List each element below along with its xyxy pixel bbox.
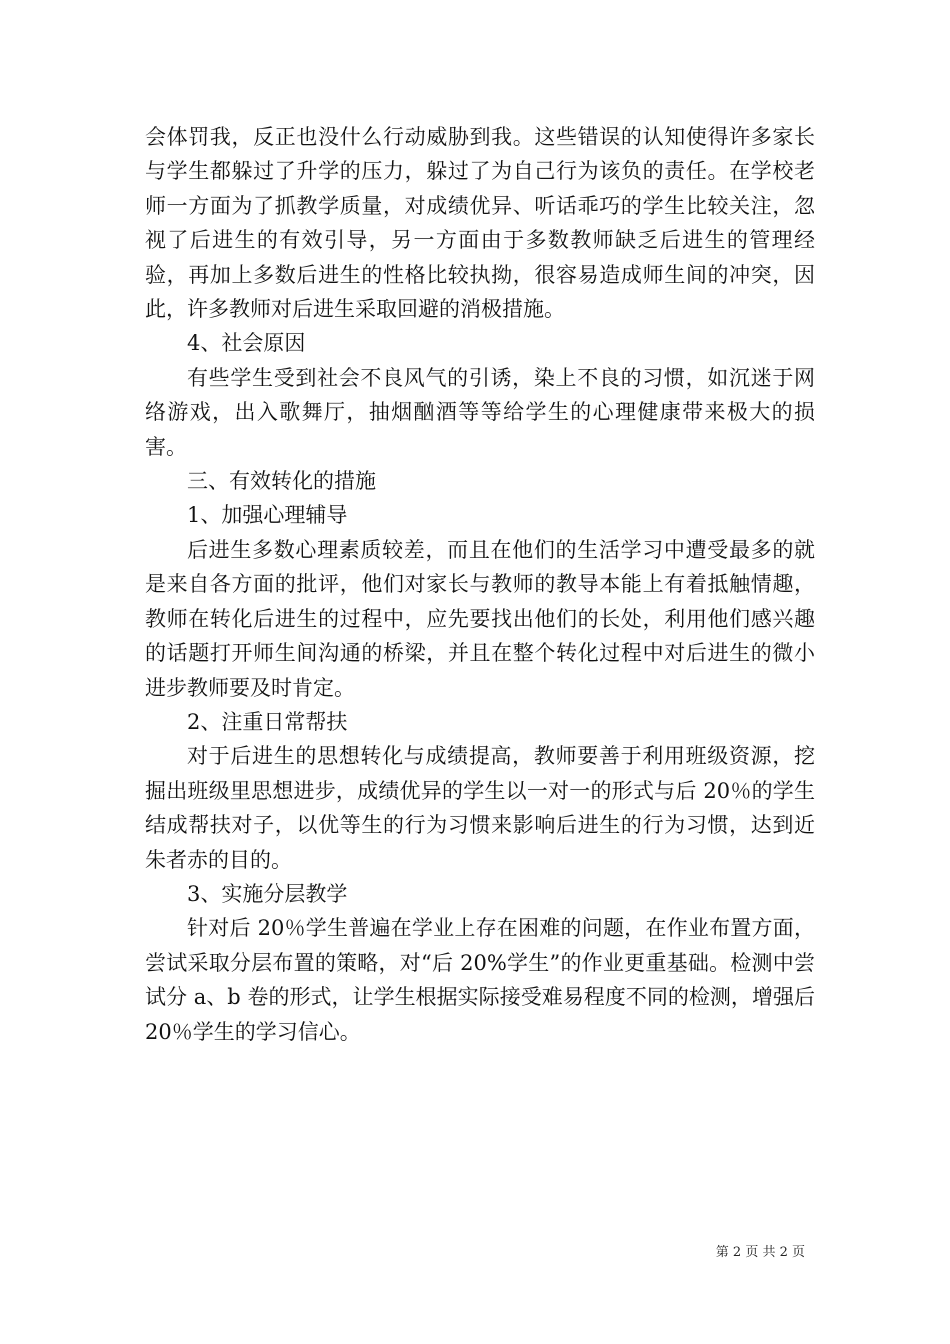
page-number-footer: 第 2 页 共 2 页	[715, 1245, 805, 1260]
paragraph-social-causes: 有些学生受到社会不良风气的引诱，染上不良的习惯，如沉迷于网络游戏，出入歌舞厅，抽烟酗酒等等给学生的心理健康带来极大的损害。	[145, 365, 815, 459]
paragraph-psychological-counseling: 后进生多数心理素质较差，而且在他们的生活学习中遭受最多的就是来自各方面的批评，他们对家长与教师的教导本能上有着抵触情趣，教师在转化后进生的过程中，应先要找出他们的长处，利用他们感兴趣的话题打开师生间沟通的桥梁，并且在整个转化过程中对后进生的微小进步教师要及时肯定。	[145, 537, 815, 700]
subheading-psychological-counseling: 1、加强心理辅导	[187, 503, 348, 528]
subheading-daily-support: 2、注重日常帮扶	[187, 709, 348, 734]
section-heading-measures: 三、有效转化的措施	[187, 469, 376, 494]
paragraph-continuation: 会体罚我，反正也没什么行动威胁到我。这些错误的认知使得许多家长与学生都躲过了升学的压力，躲过了为自己行为该负的责任。在学校老师一方面为了抓教学质量，对成绩优异、听话乖巧的学生比较关注，忽视了后进生的有效引导，另一方面由于多数教师缺乏后进生的管理经验，再加上多数后进生的性格比较执拗，很容易造成师生间的冲突，因此，许多教师对后进生采取回避的消极措施。	[145, 125, 815, 322]
paragraph-tiered-teaching: 针对后 20％学生普遍在学业上存在困难的问题，在作业布置方面，尝试采取分层布置的策略，对“后 20%学生”的作业更重基础。检测中尝试分 a、b 卷的形式，让学生根据实际接受难易程度不同的检测，增强后 20％学生的学习信心。	[145, 916, 815, 1044]
paragraph-daily-support: 对于后进生的思想转化与成绩提高，教师要善于利用班级资源，挖掘出班级里思想进步，成绩优异的学生以一对一的形式与后 20％的学生结成帮扶对子，以优等生的行为习惯来影响后进生的行为习惯，达到近朱者赤的目的。	[145, 744, 815, 872]
document-body	[145, 120, 815, 1049]
section-heading-social-causes: 4、社会原因	[187, 331, 306, 356]
subheading-tiered-teaching: 3、实施分层教学	[187, 881, 348, 906]
